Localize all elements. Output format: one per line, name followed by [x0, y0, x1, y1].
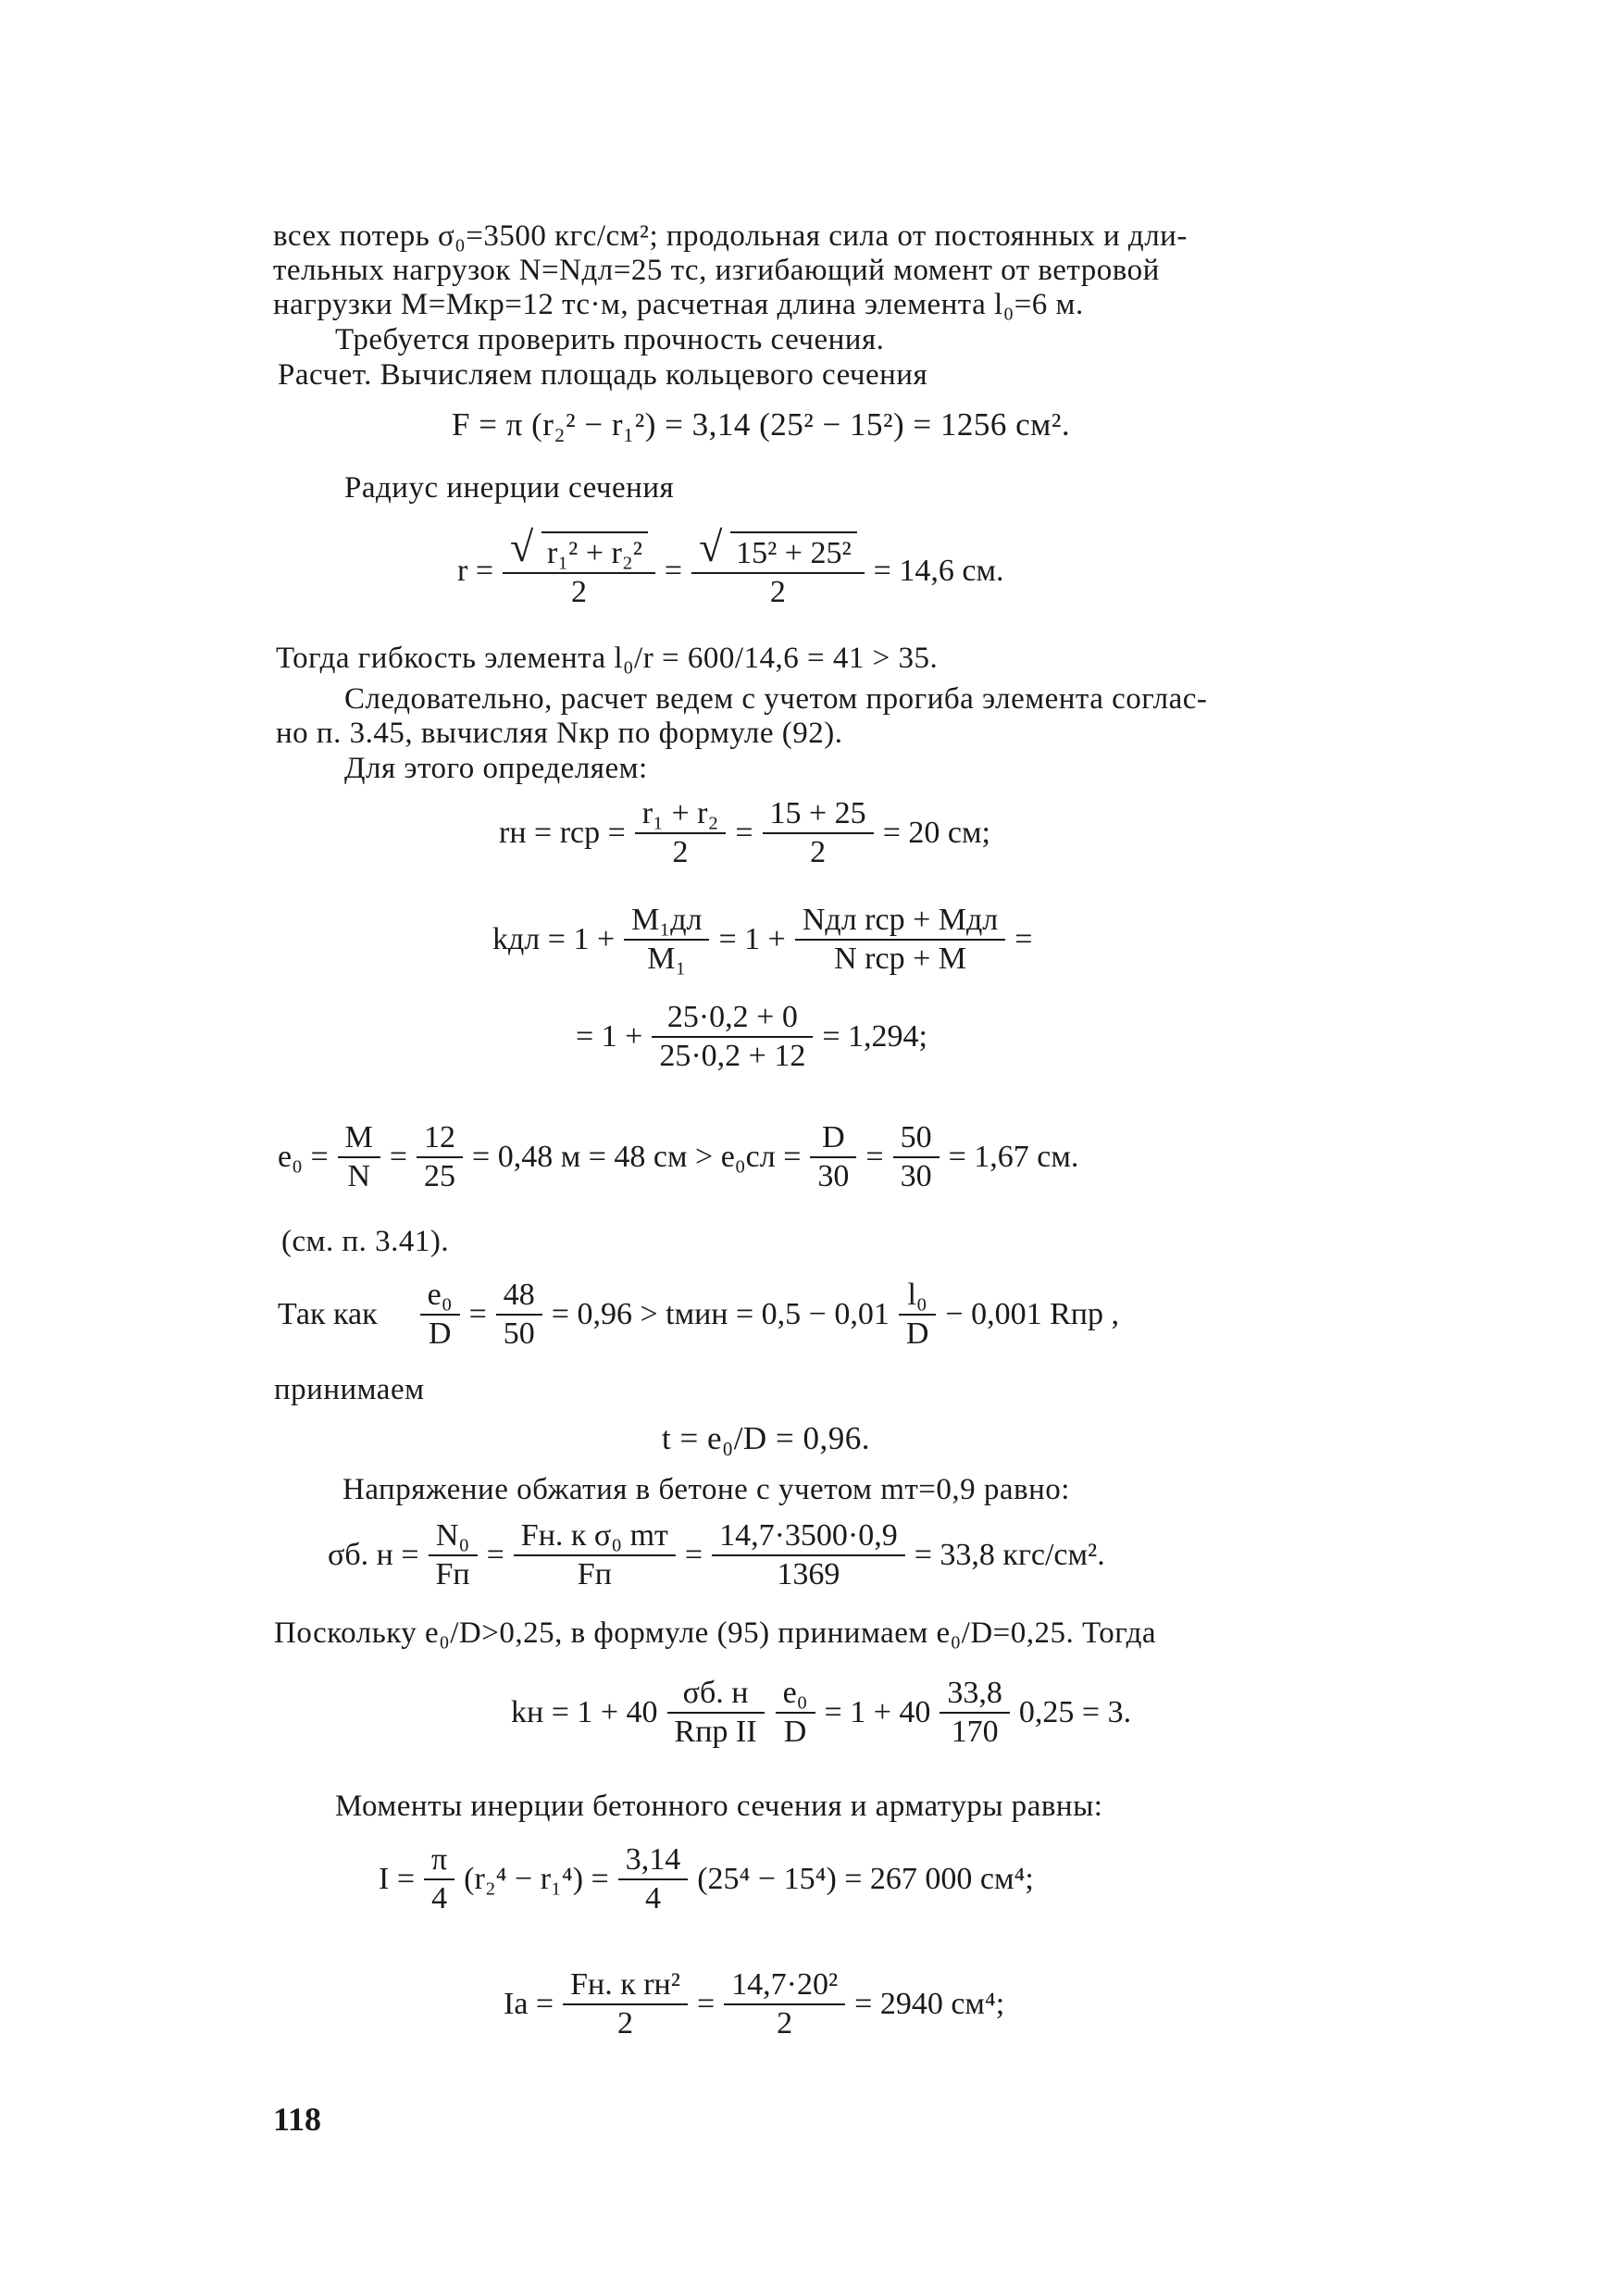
- denominator: 170: [951, 1715, 999, 1749]
- equation-t: t = e₀/D = 0,96.: [662, 1420, 870, 1456]
- numerator: 3,14: [618, 1841, 689, 1880]
- equation-radius: [454, 511, 1007, 631]
- numerator: σб. н: [667, 1675, 765, 1714]
- numerator: 14,7·3500·0,9: [712, 1517, 905, 1556]
- fraction: [795, 902, 1005, 978]
- denominator: D: [905, 1316, 929, 1351]
- eq-sign: =: [664, 554, 683, 588]
- text-line: тельных нагрузок N=Nдл=25 тс, изгибающий момент от ветровой: [273, 254, 1160, 287]
- fraction: [635, 795, 727, 871]
- denominator: Fп: [577, 1557, 612, 1591]
- denominator: 4: [431, 1881, 448, 1915]
- eq-rhs: 0,25 = 3.: [1018, 1695, 1132, 1729]
- fraction: [424, 1841, 454, 1917]
- text-line: Радиус инерции сечения: [344, 471, 675, 505]
- numerator: 48: [496, 1277, 542, 1316]
- text-line: всех потерь σ₀=3500 кгс/см²; продольная сила от постоянных и дли-: [273, 219, 1188, 253]
- equation-area: F = π (r₂² − r₁²) = 3,14 (25² − 15²) = 1256 см².: [452, 406, 1071, 443]
- page-number: 118: [273, 2101, 322, 2138]
- eq-sign: =: [696, 1987, 716, 2021]
- eq-rhs: = 1,67 см.: [948, 1140, 1079, 1174]
- numerator: l₀: [899, 1277, 937, 1316]
- eq-rhs: − 0,001 Rпр ,: [945, 1297, 1119, 1331]
- fraction: [429, 1517, 478, 1593]
- equation-kn: [507, 1662, 1135, 1764]
- equation-kdl: [489, 893, 1036, 986]
- fraction: [810, 1119, 856, 1195]
- fraction: [496, 1277, 542, 1353]
- denominator: 2: [617, 2006, 634, 2040]
- numerator: 14,7·20²: [724, 1966, 845, 2005]
- text-line: (см. п. 3.41).: [281, 1225, 450, 1258]
- radical-icon: √: [510, 523, 534, 570]
- equation-Ia: [500, 1953, 1008, 2055]
- numerator: e₀: [776, 1675, 815, 1714]
- denominator: Fп: [435, 1557, 470, 1591]
- fraction: [667, 1675, 765, 1751]
- numerator: 50: [893, 1119, 940, 1158]
- equation-rn: [495, 787, 994, 880]
- eq-sign: =: [389, 1140, 408, 1174]
- denominator: N rср + M: [834, 942, 966, 976]
- numerator: r₁ + r₂: [635, 795, 727, 834]
- numerator: π: [424, 1841, 454, 1880]
- denominator: 30: [817, 1159, 850, 1193]
- eq-lhs: r =: [457, 554, 493, 588]
- text-line: нагрузки M=Mкр=12 тс·м, расчетная длина элемента l₀=6 м.: [273, 288, 1084, 321]
- equation-e0: [274, 1111, 1082, 1204]
- fraction: [563, 1966, 688, 2042]
- text-line: Моменты инерции бетонного сечения и арматуры равны:: [335, 1790, 1103, 1823]
- fraction: [763, 795, 874, 871]
- eq-rhs: = 2940 см⁴;: [854, 1987, 1005, 2021]
- numerator: Fн. к σ₀ mт: [514, 1517, 676, 1556]
- numerator: 33,8: [940, 1675, 1010, 1714]
- text-line: Тогда гибкость элемента l₀/r = 600/14,6 = 41 > 35.: [276, 642, 939, 675]
- numerator: Nдл rср + Mдл: [795, 902, 1005, 941]
- eq-rhs: = 33,8 кгс/см².: [914, 1538, 1105, 1572]
- denominator: Rпр II: [674, 1715, 757, 1749]
- eq-lhs: kн = 1 + 40: [511, 1695, 658, 1729]
- eq-sign: =: [865, 1140, 884, 1174]
- text-line: но п. 3.45, вычисляя Nкр по формуле (92).: [276, 717, 843, 750]
- eq-lhs: Так как: [278, 1297, 378, 1331]
- denominator: D: [783, 1715, 807, 1749]
- text-line: Требуется проверить прочность сечения.: [335, 323, 885, 356]
- eq-sign: =: [684, 1538, 703, 1572]
- fraction: [899, 1277, 937, 1353]
- equation-sigma: [324, 1504, 1109, 1606]
- denominator: 2: [769, 575, 786, 609]
- fraction: [618, 1841, 689, 1917]
- eq-lhs: Iа =: [504, 1987, 554, 2021]
- fraction: [940, 1675, 1010, 1751]
- text-line: Поскольку e₀/D>0,25, в формуле (95) принимаем e₀/D=0,25. Тогда: [274, 1616, 1157, 1650]
- numerator: N₀: [429, 1517, 478, 1556]
- fraction: [503, 523, 655, 611]
- eq-sign: = 0,48 м = 48 см > e₀сл =: [472, 1140, 802, 1174]
- denominator: 25: [424, 1159, 456, 1193]
- numerator: 12: [417, 1119, 463, 1158]
- fraction: [893, 1119, 940, 1195]
- denominator: 2: [570, 575, 587, 609]
- numerator: e₀: [420, 1277, 460, 1316]
- text-line: Для этого определяем:: [344, 752, 648, 785]
- sqrt: √ r₁² + r₂²: [510, 531, 648, 572]
- fraction: [514, 1517, 676, 1593]
- numerator: 25·0,2 + 0: [652, 999, 813, 1038]
- denominator: N: [347, 1159, 371, 1193]
- text-line: Расчет. Вычисляем площадь кольцевого сечения: [278, 358, 928, 392]
- denominator: 2: [810, 835, 827, 869]
- eq-lhs: rн = rср =: [499, 816, 626, 850]
- fraction: [417, 1119, 463, 1195]
- text-line: Следовательно, расчет ведем с учетом прогиба элемента соглас-: [344, 682, 1208, 716]
- eq-sign: =: [468, 1297, 487, 1331]
- fraction: [624, 902, 709, 978]
- eq-sign: = 0,96 > tмин = 0,5 − 0,01: [551, 1297, 890, 1331]
- eq-lhs: I =: [379, 1862, 415, 1896]
- sqrt: √ 15² + 25²: [699, 531, 857, 572]
- eq-lhs: = 1 +: [576, 1019, 643, 1054]
- eq-sign: = 1 +: [718, 922, 786, 956]
- numerator: D: [810, 1119, 856, 1158]
- equation-since: [274, 1268, 1123, 1361]
- fraction: [652, 999, 813, 1075]
- fraction: [712, 1517, 905, 1593]
- numerator: M₁дл: [624, 902, 709, 941]
- fraction: [420, 1277, 460, 1353]
- numerator: [691, 523, 865, 574]
- denominator: 25·0,2 + 12: [659, 1039, 806, 1073]
- numerator: 15 + 25: [763, 795, 874, 834]
- text-line: Напряжение обжатия в бетоне с учетом mт=0,9 равно:: [342, 1473, 1070, 1506]
- fraction: [724, 1966, 845, 2042]
- eq-rhs: = 1,294;: [822, 1019, 927, 1054]
- eq-rhs: = 20 см;: [882, 816, 990, 850]
- denominator: 4: [644, 1881, 661, 1915]
- fraction: [691, 523, 865, 611]
- eq-sign: =: [735, 816, 753, 850]
- numerator: [503, 523, 655, 574]
- eq-lhs: σб. н =: [328, 1538, 419, 1572]
- eq-sign: (r₂⁴ − r₁⁴) =: [464, 1862, 609, 1896]
- eq-rhs: =: [1014, 922, 1033, 956]
- denominator: D: [428, 1316, 452, 1351]
- equation-kdl-value: [572, 991, 931, 1083]
- eq-lhs: e₀ =: [278, 1140, 329, 1174]
- fraction: [338, 1119, 380, 1195]
- denominator: M₁: [647, 942, 687, 976]
- denominator: 2: [777, 2006, 793, 2040]
- denominator: 2: [672, 835, 689, 869]
- equation-I: [375, 1828, 1038, 1930]
- denominator: 1369: [777, 1557, 840, 1591]
- eq-sign: = 1 + 40: [824, 1695, 931, 1729]
- denominator: 30: [900, 1159, 932, 1193]
- text-line: принимаем: [274, 1373, 425, 1406]
- fraction: [776, 1675, 815, 1751]
- eq-lhs: kдл = 1 +: [492, 922, 616, 956]
- radical-icon: √: [699, 523, 723, 570]
- eq-rhs: (25⁴ − 15⁴) = 267 000 см⁴;: [697, 1862, 1034, 1896]
- eq-rhs: = 14,6 см.: [873, 554, 1004, 588]
- denominator: 50: [503, 1316, 535, 1351]
- numerator: M: [338, 1119, 380, 1158]
- eq-sign: =: [486, 1538, 504, 1572]
- numerator: Fн. к rн²: [563, 1966, 688, 2005]
